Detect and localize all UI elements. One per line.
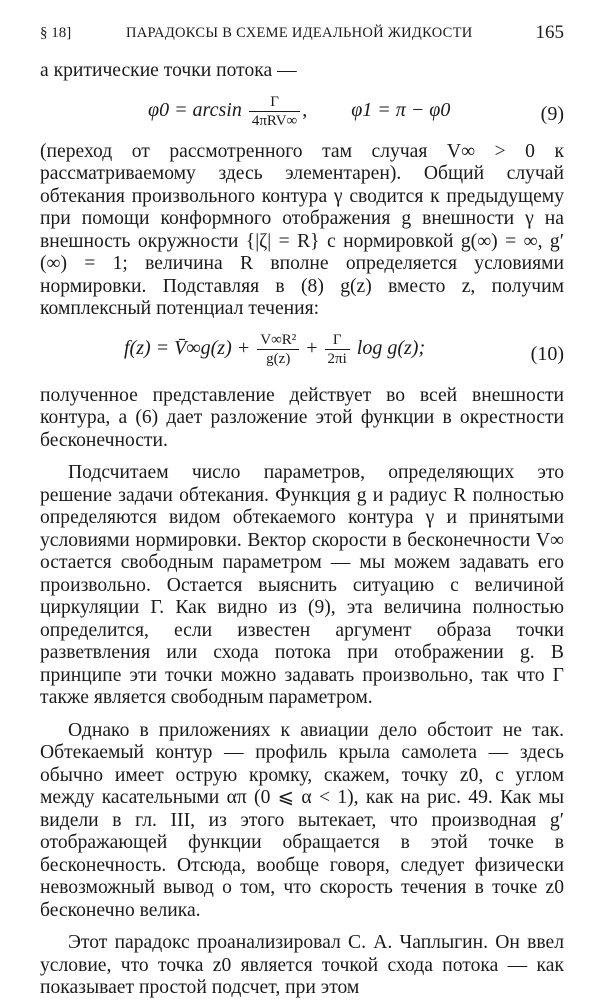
paragraph-chaplygin: Этот парадокс проанализировал С. А. Чаплыгин. Он ввел условие, что точка z0 является точкой схода потока — как показывает простой подсчет, при этом [40, 932, 564, 998]
formula-10-rhs: log g(z); [356, 336, 426, 359]
formula-10-fraction-2 [325, 331, 350, 368]
formula-10-plus: + [306, 336, 318, 359]
formula-10-frac2-num: Γ [332, 331, 342, 348]
formula-10 [40, 329, 564, 385]
formula-9-lhs: φ0 = arcsin [148, 98, 242, 121]
paragraph-intro: а критические точки потока — [40, 60, 297, 81]
formula-10-frac2-den: 2πi [325, 349, 350, 368]
formula-9-frac-den: 4πRV∞ [249, 111, 300, 130]
formula-10-number: (10) [530, 342, 564, 365]
formula-9-rhs: φ1 = π − φ0 [351, 98, 451, 121]
formula-10-lhs: f(z) = V̄∞g(z) + [124, 336, 251, 359]
running-title: ПАРАДОКСЫ В СХЕМЕ ИДЕАЛЬНОЙ ЖИДКОСТИ [126, 25, 473, 41]
page-body [40, 60, 564, 1000]
formula-9-separator: , [302, 98, 308, 121]
running-header [40, 22, 564, 48]
formula-10-fraction-1 [257, 331, 299, 368]
formula-9-number: (9) [540, 102, 564, 125]
paragraph-parameters: Подсчитаем число параметров, определяющих это решение задачи обтекания. Функция g и радиус R полностью определяются видом обтекаемого контура γ и принятыми условиями нормировки. Вектор скорости в бесконечности V∞ остается свободным параметром — мы можем задавать его произвольно. Остается выяснить ситуацию с величиной циркуляции Γ. Как видно из (9), эта величина полностью определится, если известен аргумент образа точки разветвления или схода потока при отображении g. В принципе эти точки можно задавать произвольно, так что Γ также является свободным параметром. [40, 462, 564, 708]
formula-10-frac1-num: V∞R² [260, 331, 297, 348]
paragraph-representation: полученное представление действует во всей внешности контура, а (6) дает разложение этой функции в окрестности бесконечности. [40, 384, 564, 451]
formula-9 [40, 89, 564, 141]
paragraph-aviation: Однако в приложениях к авиации дело обстоит не так. Обтекаемый контур — профиль крыла самолета — здесь обычно имеет острую кромку, скажем, точку z0, с углом между касательными απ (0 ⩽ α < 1), как на рис. 49. Как мы видели в гл. III, из этого вытекает, что производная g′ отображающей функции обращается в этой точке в бесконечность. Отсюда, вообще говоря, следует физически невозможный вывод о том, что скорость течения в точке z0 бесконечно велика. [40, 719, 564, 921]
paragraph-conformal-mapping: (переход от рассмотренного там случая V∞ > 0 к рассматриваемому здесь элементарен). Общий случай обтекания произвольного контура γ сводится к предыдущему при помощи конформного отображения g внешности γ на внешность окружности {|ζ| = R} с нормировкой g(∞) = ∞, g′(∞) = 1; величина R вполне определяется условиями нормировки. Подставляя в (8) g(z) вместо z, получим комплексный потенциал течения: [40, 140, 564, 319]
formula-9-fraction [249, 93, 300, 130]
formula-10-frac1-den: g(z) [257, 349, 299, 368]
page-number: 165 [535, 22, 564, 43]
section-reference: § 18] [40, 25, 72, 41]
formula-9-frac-num: Γ [270, 93, 279, 110]
